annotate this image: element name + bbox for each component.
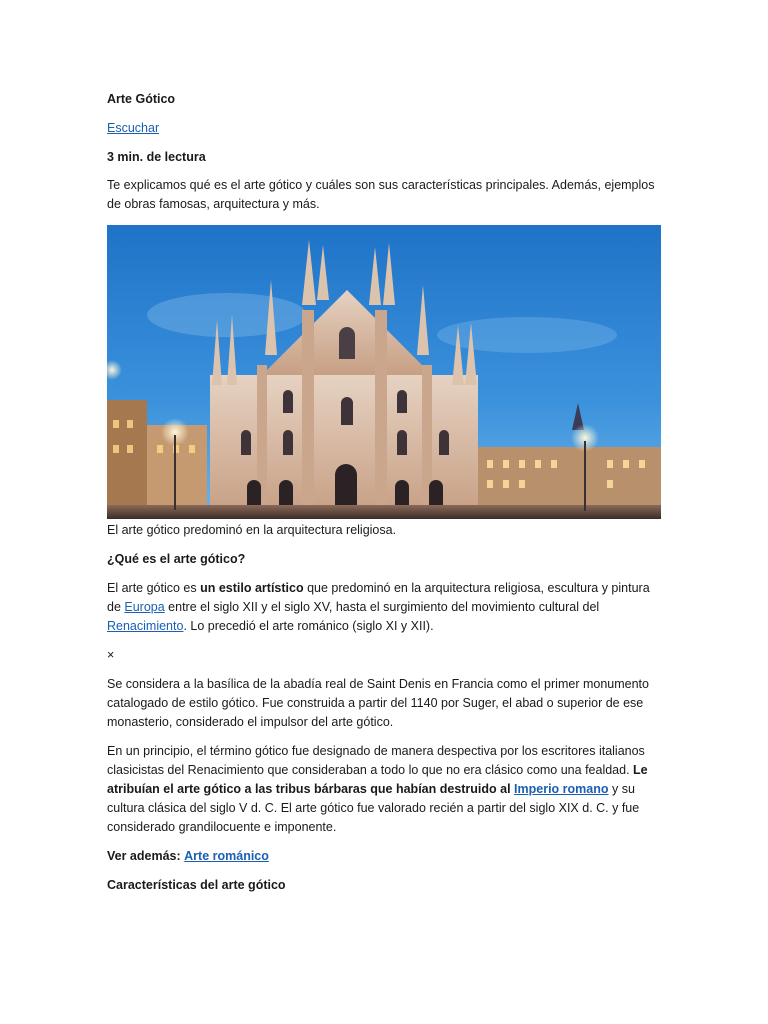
europa-link[interactable]: Europa <box>124 600 165 614</box>
arte-romanico-link[interactable]: Arte románico <box>184 849 269 863</box>
text: entre el siglo XII y el siglo XV, hasta el surgimiento del movimiento cultural del <box>164 600 600 614</box>
listen-row <box>107 119 662 138</box>
text: . Lo precedió el arte románico (siglo XI y XII). <box>183 619 434 633</box>
imperio-romano-link[interactable]: Imperio romano <box>514 782 609 796</box>
image-caption: El arte gótico predominó en la arquitectura religiosa. <box>107 523 397 537</box>
listen-link[interactable]: Escuchar <box>107 121 160 135</box>
read-time: 3 min. de lectura <box>107 150 206 164</box>
section-heading-characteristics: Características del arte gótico <box>107 878 286 892</box>
article-title: Arte Gótico <box>107 92 176 106</box>
cathedral-illustration <box>107 225 661 519</box>
renacimiento-link[interactable]: Renacimiento <box>107 619 184 633</box>
paragraph-saint-denis: Se considera a la basílica de la abadía real de Saint Denis en Francia como el primer monumento catalogado de estilo gótico. Fue construida a partir del 1140 por Suger, el abad o superior de ese monasterio, considerado el impulsor del arte gótico. <box>107 677 649 729</box>
bold-text: Le atribuían el arte gótico a las tribus bárbaras que habían destruido al <box>107 763 648 796</box>
see-also-label: Ver además: <box>107 849 181 863</box>
article-body <box>107 90 662 905</box>
text: El arte gótico es <box>107 581 201 595</box>
cathedral-photo <box>107 225 661 519</box>
text: y su cultura clásica del siglo V d. C. El arte gótico fue valorado recién a partir del siglo XIX d. C. y fue considerado grandilocuente e imponente. <box>107 782 640 834</box>
close-icon[interactable]: × <box>107 648 115 662</box>
see-also-row <box>107 847 662 866</box>
text: En un principio, el término gótico fue designado de manera despectiva por los escritores italianos clasicistas del Renacimiento que consideraban a todo lo que no era clásico como una fealdad. <box>107 744 645 777</box>
paragraph-definition <box>107 579 662 636</box>
bold-text: un estilo artístico <box>200 581 304 595</box>
paragraph-origin-term <box>107 742 662 837</box>
text: que predominó en la arquitectura religiosa, escultura y pintura de <box>107 581 650 614</box>
intro-paragraph: Te explicamos qué es el arte gótico y cuáles son sus características principales. Además, ejemplos de obras famosas, arquitectura y más. <box>107 178 655 211</box>
section-heading-what-is: ¿Qué es el arte gótico? <box>107 552 246 566</box>
